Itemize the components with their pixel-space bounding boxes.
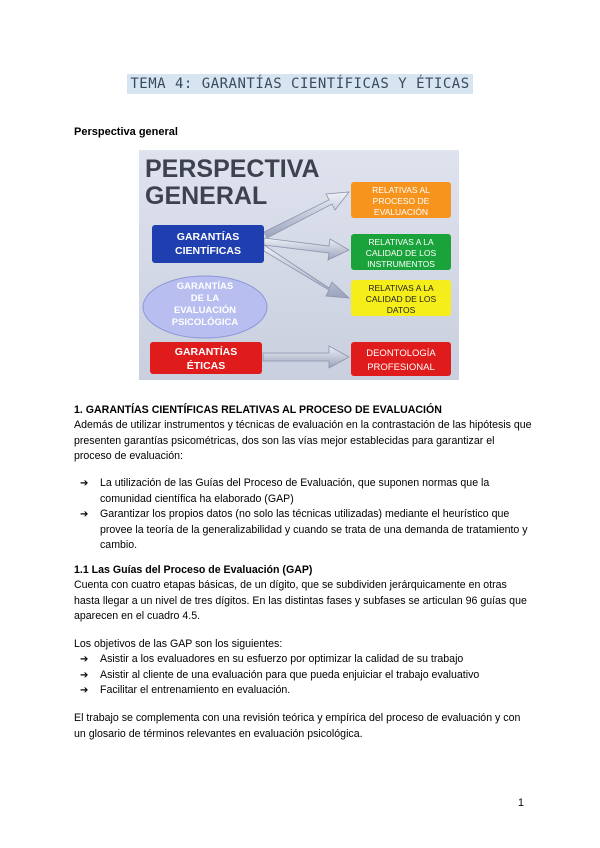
- red-l1: DEONTOLOGÍA: [366, 348, 436, 359]
- section1-heading: 1. GARANTÍAS CIENTÍFICAS RELATIVAS AL PROCESO DE EVALUACIÓN: [74, 404, 442, 416]
- ellipse-l1: GARANTÍAS: [176, 281, 234, 292]
- list-item: ➔ La utilización de las Guías del Proceso de Evaluación, que suponen normas que la comunidad científica ha elaborado (GAP): [74, 476, 534, 507]
- section11-heading: 1.1 Las Guías del Proceso de Evaluación (GAP): [74, 564, 313, 576]
- diagram-heading-line2: GENERAL: [145, 182, 268, 210]
- page-title: TEMA 4: GARANTÍAS CIENTÍFICAS Y ÉTICAS: [0, 76, 600, 92]
- garantias-cientificas-l2: CIENTÍFICAS: [175, 245, 241, 257]
- list-item: ➔ Facilitar el entrenamiento en evaluación.: [74, 683, 534, 699]
- yellow-l3: DATOS: [386, 305, 416, 315]
- yellow-l2: CALIDAD DE LOS: [365, 294, 437, 304]
- garantias-eticas-l2: ÉTICAS: [186, 360, 226, 372]
- green-l1: RELATIVAS A LA: [368, 237, 434, 247]
- section11-paragraph: Cuenta con cuatro etapas básicas, de un dígito, que se subdividen jerárquicamente en otras hasta llegar a un nivel de tres dígitos. En las distintas fases y subfases se articulan 96 guías que aparecen en el cuadro 4.5.: [74, 579, 527, 623]
- red-l2: PROFESIONAL: [367, 362, 435, 373]
- garantias-cientificas-l1: GARANTÍAS: [176, 231, 240, 243]
- green-l3: INSTRUMENTOS: [367, 259, 435, 269]
- page-number: 1: [518, 797, 524, 809]
- diagram-heading-line1: PERSPECTIVA: [145, 155, 320, 183]
- orange-l3: EVALUACIÓN: [373, 207, 429, 217]
- closing-paragraph: El trabajo se complementa con una revisión teórica y empírica del proceso de evaluación y con un glosario de términos relevantes en evaluación psicológica.: [74, 712, 521, 740]
- section1-bullets: [74, 476, 534, 554]
- green-l2: CALIDAD DE LOS: [365, 248, 437, 258]
- ellipse-l3: EVALUACIÓN: [173, 305, 237, 316]
- list-item: ➔ Asistir a los evaluadores en su esfuerzo por optimizar la calidad de su trabajo: [74, 652, 534, 668]
- list-item: ➔ Asistir al cliente de una evaluación para que pueda enjuiciar el trabajo evaluativo: [74, 668, 534, 684]
- objectives-list: [74, 652, 534, 699]
- perspectiva-general-diagram: [139, 150, 459, 380]
- list-item: ➔ Garantizar los propios datos (no solo las técnicas utilizadas) mediante el heurístico que provee la teoría de la generalizabilidad y cuando se trata de una demanda de tratamiento y cambio.: [74, 507, 534, 554]
- garantias-eticas-l1: GARANTÍAS: [174, 346, 238, 358]
- ellipse-l4: PSICOLÓGICA: [171, 317, 239, 328]
- section1-intro: Además de utilizar instrumentos y técnicas de evaluación en la contrastación de las hipótesis que presenten garantías psicométricas, dos son las vías mejor establecidas para garantizar el proceso de evaluación:: [74, 419, 532, 463]
- yellow-l1: RELATIVAS A LA: [368, 283, 434, 293]
- objectives-intro: Los objetivos de las GAP son los siguientes:: [74, 638, 283, 650]
- section-label: Perspectiva general: [74, 126, 178, 138]
- orange-l1: RELATIVAS AL: [372, 185, 430, 195]
- orange-l2: PROCESO DE: [372, 196, 430, 206]
- ellipse-l2: DE LA: [190, 293, 220, 304]
